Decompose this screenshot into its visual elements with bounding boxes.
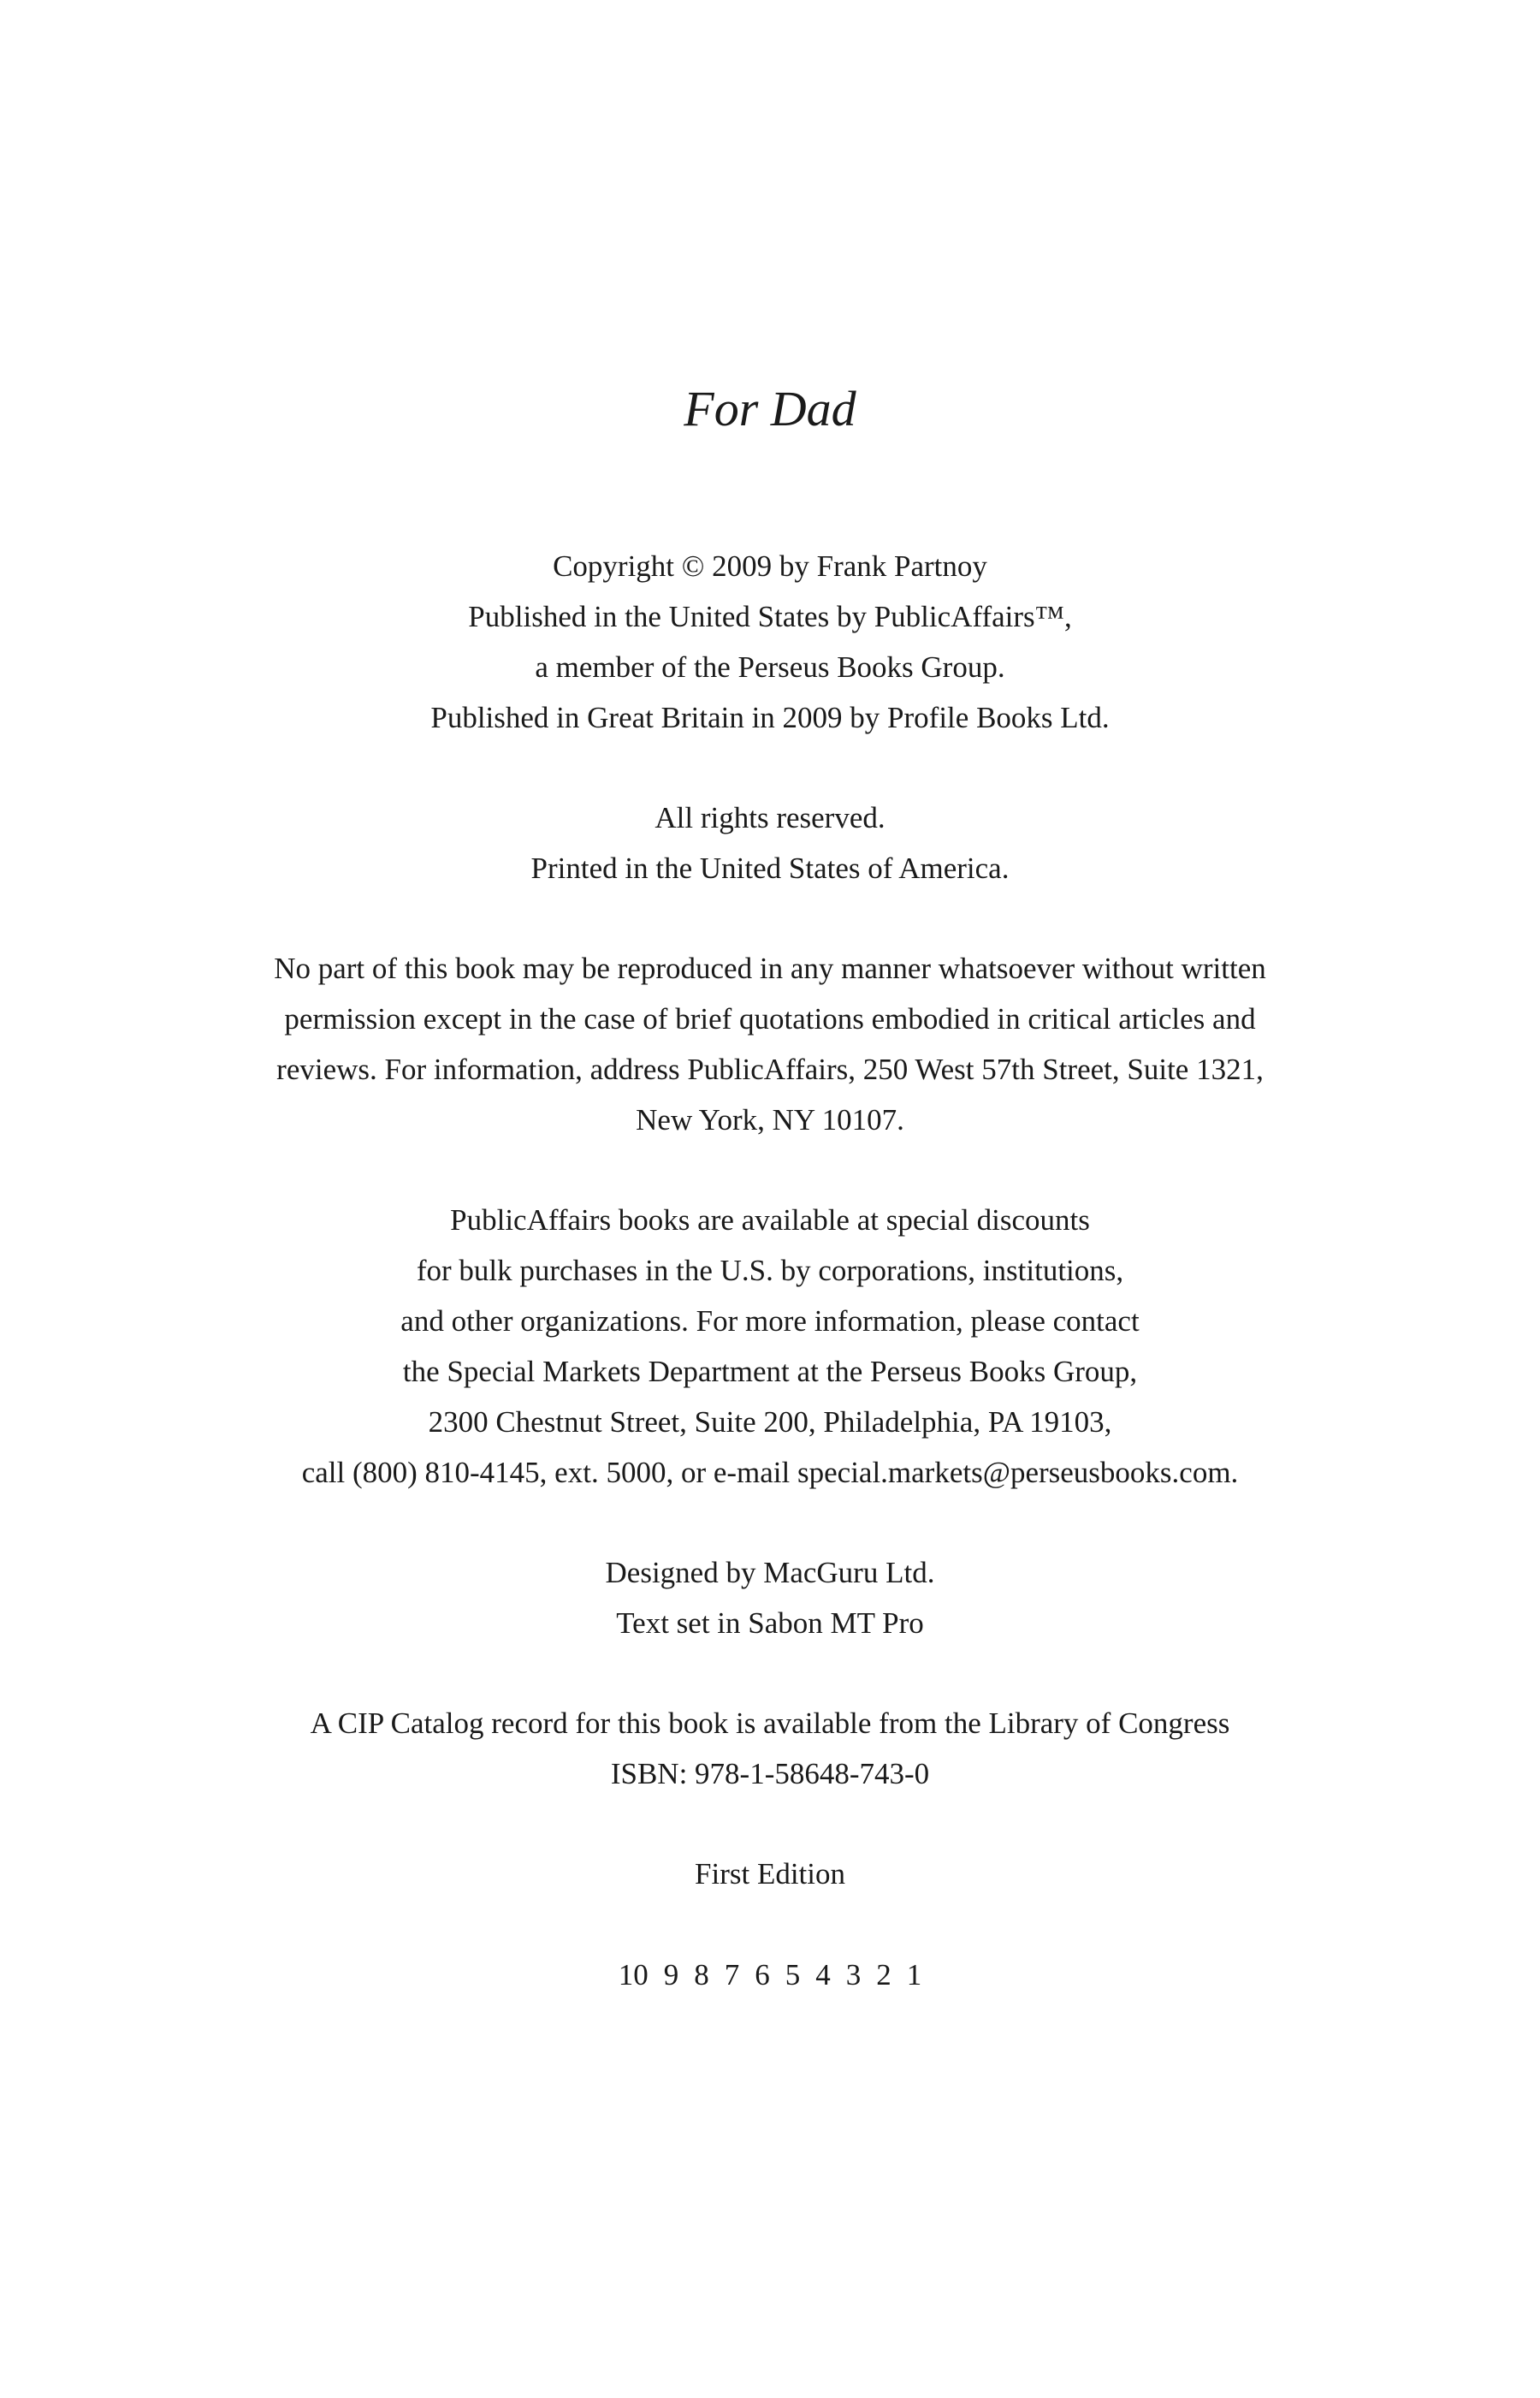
rights-block [0, 792, 1540, 893]
printing-number: 10 [618, 1958, 649, 1991]
permission-line: reviews. For information, address PublicAffairs, 250 West 57th Street, Suite 1321, [276, 1053, 1264, 1086]
edition-line: First Edition [695, 1857, 845, 1891]
design-line: Text set in Sabon MT Pro [616, 1606, 924, 1640]
discounts-block [0, 1195, 1540, 1498]
copyright-line: Published in the United States by PublicAffairs™, [468, 600, 1072, 633]
discounts-line: 2300 Chestnut Street, Suite 200, Philadelphia, PA 19103, [428, 1405, 1112, 1439]
rights-line: Printed in the United States of America. [530, 852, 1010, 885]
copyright-line: Published in Great Britain in 2009 by Profile Books Ltd. [430, 701, 1110, 734]
copyright-line: a member of the Perseus Books Group. [535, 650, 1005, 684]
printing-number: 2 [876, 1958, 891, 1991]
discounts-line: PublicAffairs books are available at special discounts [450, 1203, 1090, 1237]
discounts-line: the Special Markets Department at the Perseus Books Group, [402, 1355, 1138, 1388]
printing-number: 4 [815, 1958, 831, 1991]
copyright-line: Copyright © 2009 by Frank Partnoy [553, 549, 987, 583]
printing-number: 7 [724, 1958, 740, 1991]
cip-line: A CIP Catalog record for this book is available from the Library of Congress [310, 1706, 1230, 1740]
permission-block [0, 943, 1540, 1145]
discounts-line: call (800) 810-4145, ext. 5000, or e-mail special.markets@perseusbooks.com. [301, 1456, 1239, 1489]
discounts-line: and other organizations. For more information, please contact [400, 1304, 1140, 1338]
printing-number: 8 [694, 1958, 709, 1991]
rights-line: All rights reserved. [654, 801, 886, 834]
edition-block [0, 1849, 1540, 1899]
discounts-line: for bulk purchases in the U.S. by corporations, institutions, [416, 1254, 1124, 1287]
design-line: Designed by MacGuru Ltd. [605, 1556, 935, 1589]
printing-number: 1 [906, 1958, 922, 1991]
dedication: For Dad [684, 381, 856, 436]
printing-number: 9 [663, 1958, 679, 1991]
printing-number: 6 [755, 1958, 770, 1991]
design-block [0, 1547, 1540, 1648]
copyright-block [0, 541, 1540, 743]
printing-number: 5 [785, 1958, 801, 1991]
permission-line: No part of this book may be reproduced in any manner whatsoever without written [274, 952, 1266, 985]
permission-line: New York, NY 10107. [636, 1103, 904, 1137]
cip-block [0, 1698, 1540, 1799]
isbn-line: ISBN: 978-1-58648-743-0 [610, 1757, 930, 1790]
printing-number: 3 [845, 1958, 862, 1991]
printing-line [0, 1950, 1540, 2000]
permission-line: permission except in the case of brief quotations embodied in critical articles and [284, 1002, 1256, 1036]
